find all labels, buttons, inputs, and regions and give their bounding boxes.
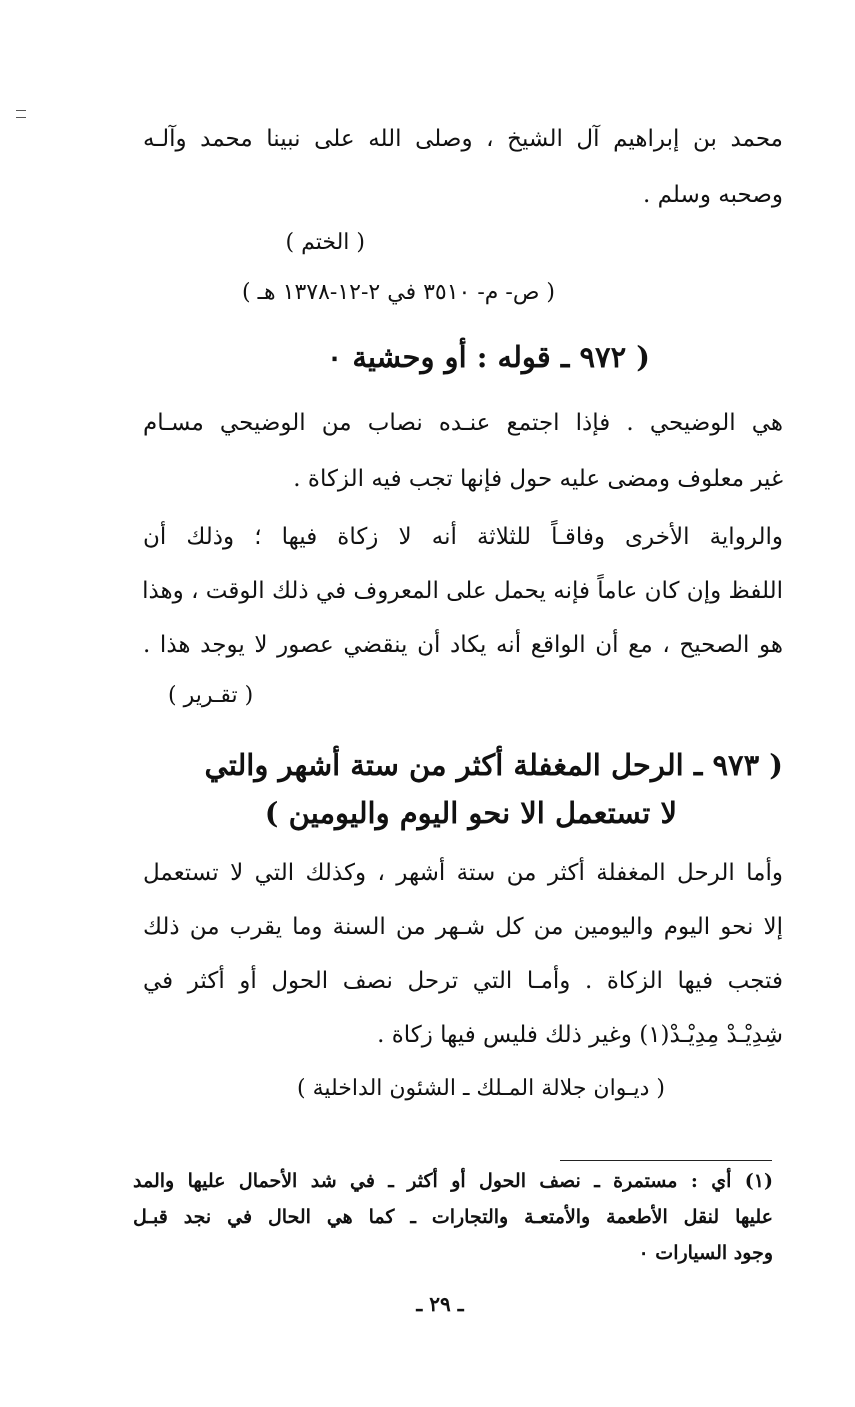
section-972-heading: ( ٩٧٢ ـ قوله : أو وحشية ٠ [326,340,650,374]
intro-line-1: محمد بن إبراهيم آل الشيخ ، وصلى الله على نبينا محمد وآلـه [143,126,783,152]
section-972-p2-line-2: اللفظ وإن كان عاماً فإنه يحمل على المعروف في ذلك الوقت ، وهذا [142,578,783,604]
intro-line-2: وصحبه وسلم . [643,182,783,208]
footnote-line-2: عليها لنقل الأطعمة والأمتعـة والتجارات ـ كما هي الحال في نجد قبـل [133,1206,774,1228]
footnote-line-3: وجود السيارات ٠ [638,1242,773,1264]
section-972-signature: ( تقـرير ) [168,683,254,708]
section-973-p1-line-4: شِدِيْـدْ مِدِيْـدْ(١) وغير ذلك فليس فيها زكاة . [377,1022,783,1048]
section-973-heading-line-2: لا تستعمل الا نحو اليوم واليومين ) [264,796,677,830]
section-972-p1-line-1: هي الوضيحي . فإذا اجتمع عنـده نصاب من الوضيحي مسـام [143,410,783,436]
footnote-line-1: (١) أي : مستمرة ـ نصف الحول أو أكثر ـ في شد الأحمال عليها والمد [133,1170,773,1192]
seal-label: ( الختم ) [285,230,365,255]
section-973-p1-line-2: إلا نحو اليوم واليومين من كل شـهر من السنة وما يقرب من ذلك [143,914,783,940]
page-number: ـ ٢٩ ـ [416,1292,464,1316]
section-973-p1-line-3: فتجب فيها الزكاة . وأمـا التي ترحل نصف الحول أو أكثر في [143,968,783,994]
section-973-signature: ( ديـوان جلالة المـلك ـ الشئون الداخلية ) [297,1076,665,1101]
section-972-p1-line-2: غير معلوف ومضى عليه حول فإنها تجب فيه الزكاة . [293,466,783,492]
reference-line: ( ص- م- ٣٥١٠ في ٢-١٢-١٣٧٨ هـ ) [242,280,555,305]
section-973-heading-line-1: ( ٩٧٣ ـ الرحل المغفلة أكثر من ستة أشهر والتي [204,748,783,782]
section-972-p2-line-1: والرواية الأخرى وفاقـاً للثلاثة أنه لا زكاة فيها ؛ وذلك أن [143,524,783,550]
footnote-divider [560,1160,772,1161]
margin-mark [16,110,26,118]
section-973-p1-line-1: وأما الرحل المغفلة أكثر من ستة أشهر ، وكذلك التي لا تستعمل [143,860,783,886]
section-972-p2-line-3: هو الصحيح ، مع أن الواقع أنه يكاد أن ينقضي عصور لا يوجد هذا . [143,632,783,658]
